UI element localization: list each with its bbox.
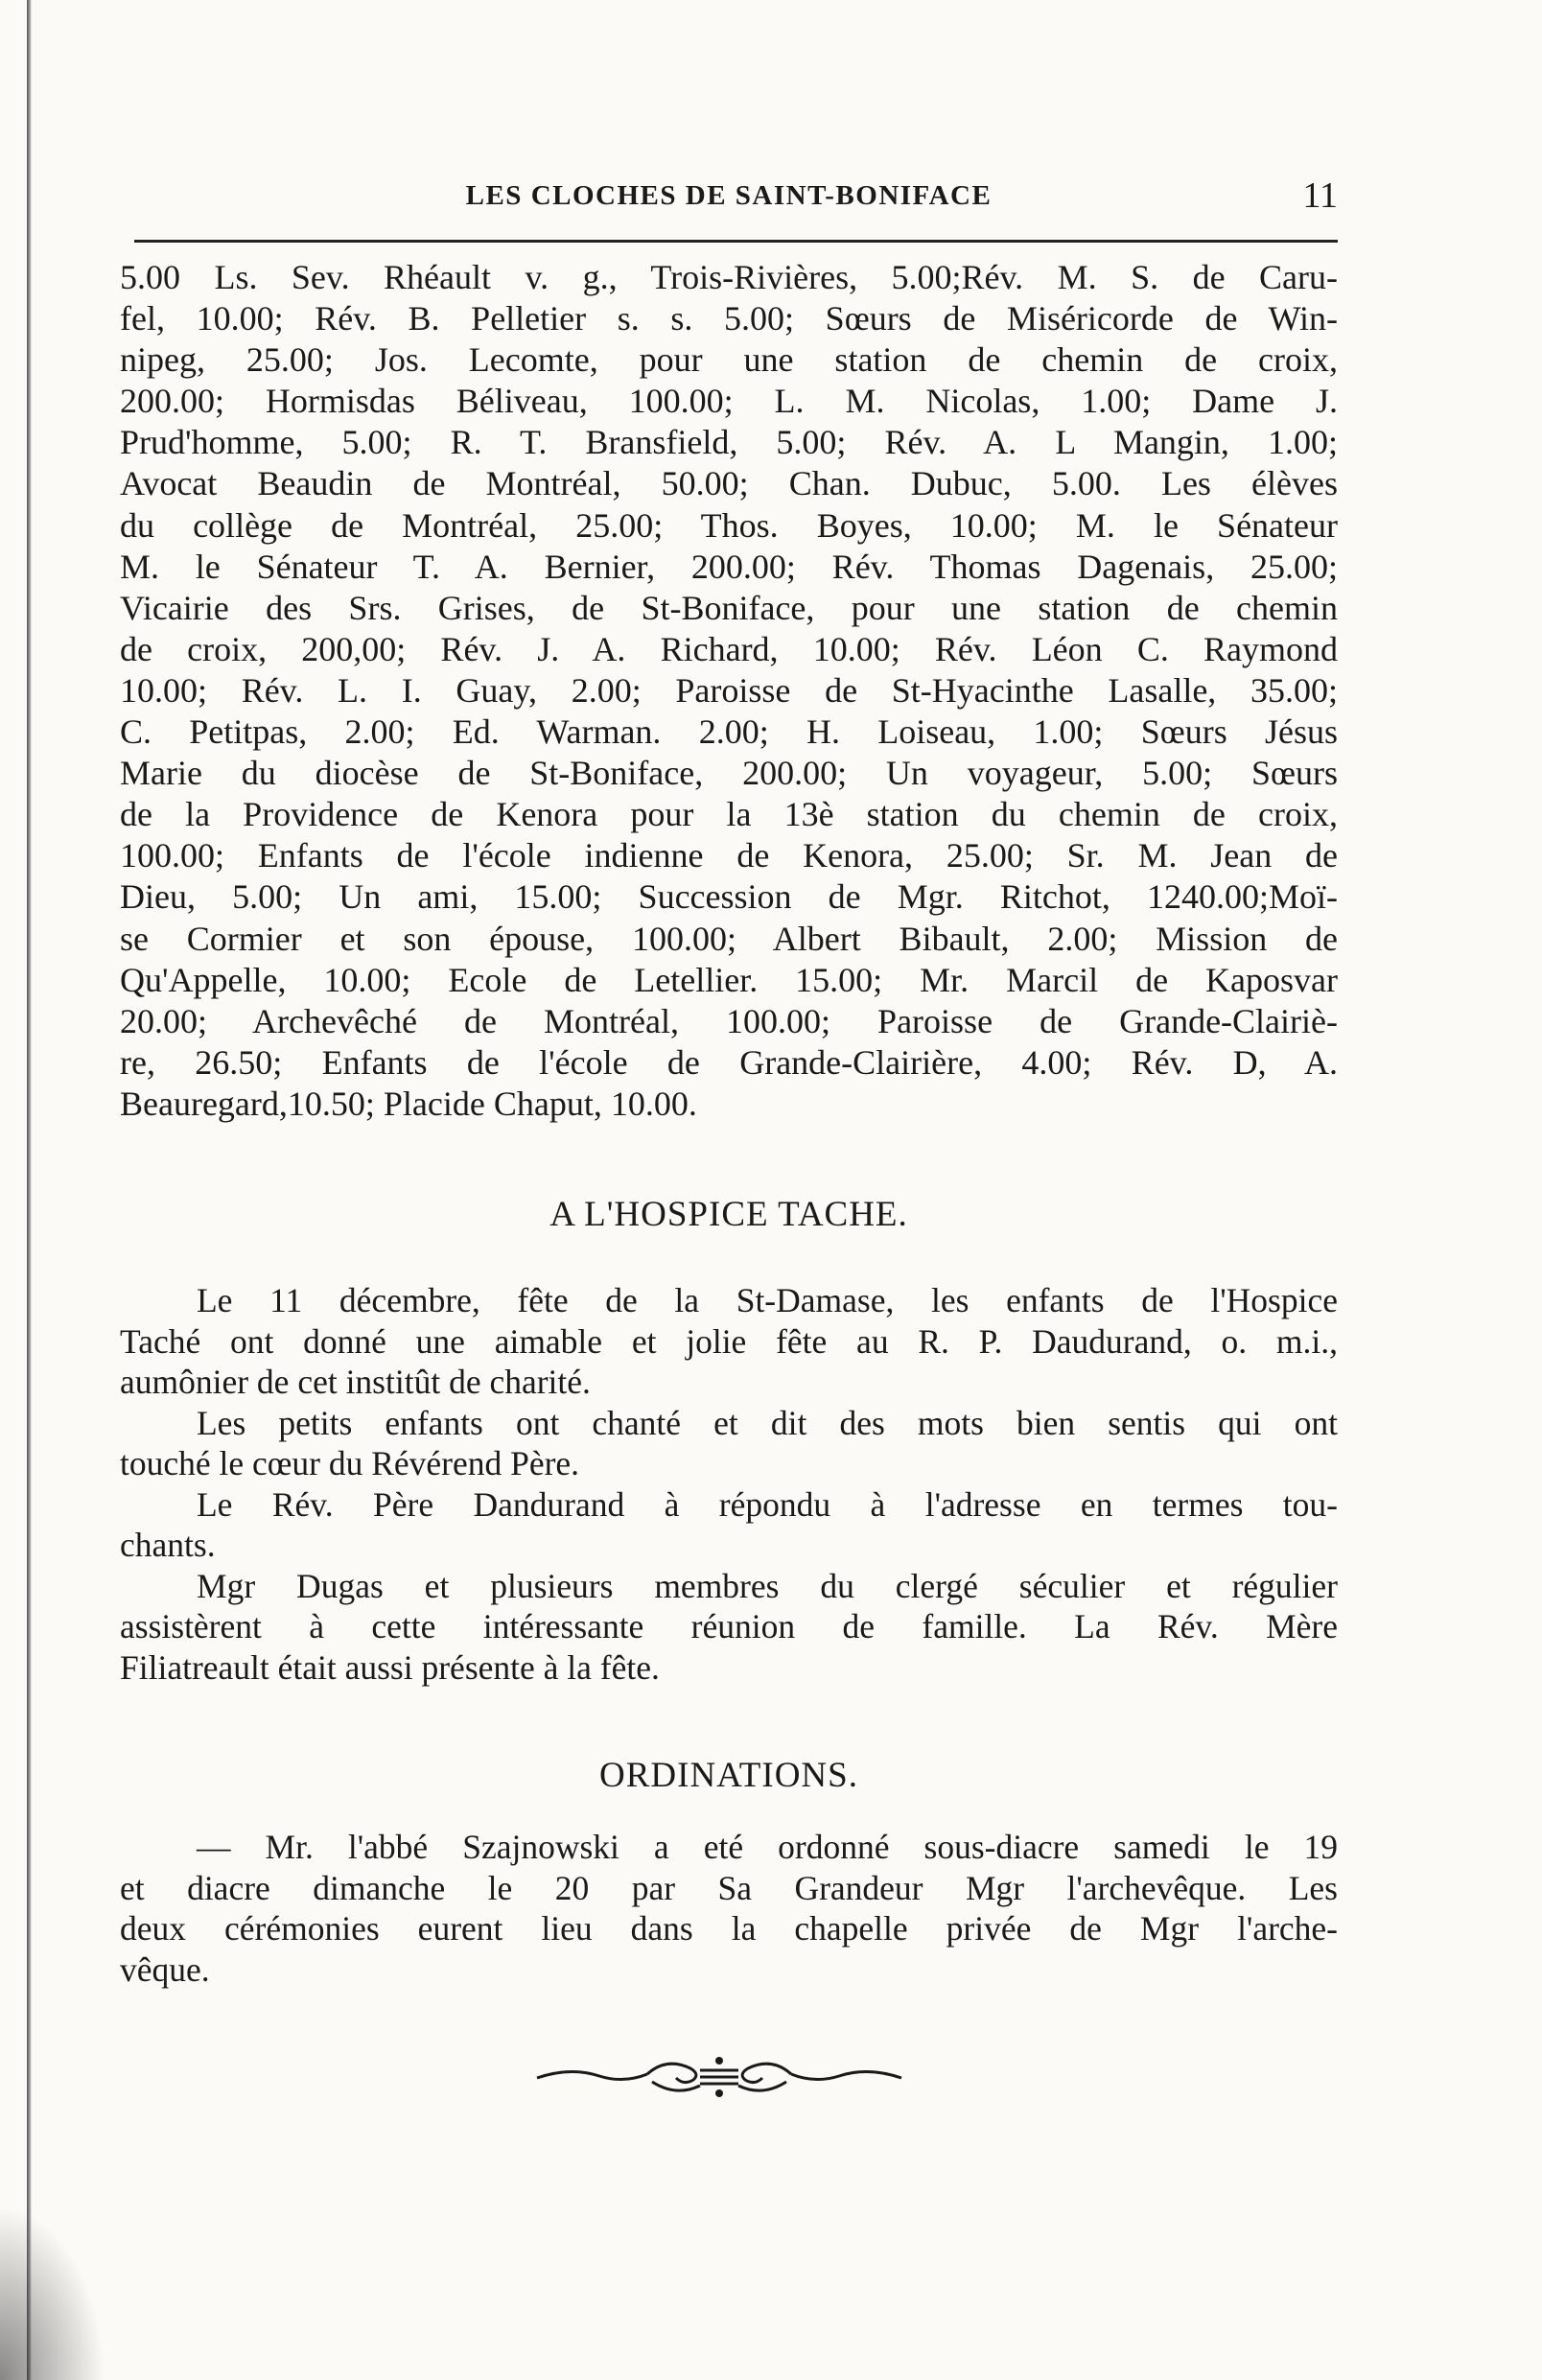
section-heading-hospice: A L'HOSPICE TACHE. <box>549 1195 908 1234</box>
article-line: assistèrent à cette intéressante réunion de famille. La Rév. Mère <box>120 1607 1338 1645</box>
donation-line: C. Petitpas, 2.00; Ed. Warman. 2.00; H. Loiseau, 1.00; Sœurs Jésus <box>120 712 1338 752</box>
donation-line: du collège de Montréal, 25.00; Thos. Boyes, 10.00; M. le Sénateur <box>120 505 1338 545</box>
article-line: Le 11 décembre, fête de la St-Damase, les enfants de l'Hospice <box>197 1281 1338 1319</box>
running-head <box>120 175 1338 222</box>
article-line: Le Rév. Père Dandurand à répondu à l'adresse en termes tou- <box>197 1484 1338 1524</box>
donation-line: Marie du diocèse de St-Boniface, 200.00; Un voyageur, 5.00; Sœurs <box>120 754 1338 793</box>
article-line: touché le cœur du Révérend Père. <box>120 1444 580 1482</box>
article-line: et diacre dimanche le 20 par Sa Grandeur Mgr l'archevêque. Les <box>120 1868 1338 1907</box>
fleuron-ornament-icon <box>532 2047 906 2105</box>
donation-line: Prud'homme, 5.00; R. T. Bransfield, 5.00; Rév. A. L Mangin, 1.00; <box>120 423 1338 462</box>
ordinations-article <box>120 1827 1338 1990</box>
donation-line: 20.00; Archevêché de Montréal, 100.00; Paroisse de Grande-Clairiè- <box>120 1001 1338 1040</box>
donation-line: nipeg, 25.00; Jos. Lecomte, pour une station de chemin de croix, <box>120 340 1338 380</box>
binding-shadow <box>0 2205 105 2380</box>
donation-line: Qu'Appelle, 10.00; Ecole de Letellier. 15.00; Mr. Marcil de Kaposvar <box>120 960 1338 999</box>
donation-line: 5.00 Ls. Sev. Rhéault v. g., Trois-Rivières, 5.00;Rév. M. S. de Caru- <box>120 258 1338 296</box>
article-line: Mgr Dugas et plusieurs membres du clergé séculier et régulier <box>197 1566 1338 1605</box>
donation-line: Beauregard,10.50; Placide Chaput, 10.00. <box>120 1084 697 1123</box>
donation-line: 100.00; Enfants de l'école indienne de Kenora, 25.00; Sr. M. Jean de <box>120 836 1338 875</box>
donation-line: fel, 10.00; Rév. B. Pelletier s. s. 5.00; Sœurs de Miséricorde de Win- <box>120 299 1338 338</box>
article-line: aumônier de cet institût de charité. <box>120 1363 591 1401</box>
section-heading-ordinations: ORDINATIONS. <box>599 1756 858 1795</box>
article-line: Taché ont donné une aimable et jolie fête au R. P. Daudurand, o. m.i., <box>120 1321 1338 1361</box>
donation-line: 200.00; Hormisdas Béliveau, 100.00; L. M. Nicolas, 1.00; Dame J. <box>120 382 1338 421</box>
page-number: 11 <box>1302 175 1338 216</box>
donation-line: M. le Sénateur T. A. Bernier, 200.00; Rév. Thomas Dagenais, 25.00; <box>120 547 1338 586</box>
article-line: Filiatreault était aussi présente à la fête. <box>120 1647 660 1687</box>
donation-line: Dieu, 5.00; Un ami, 15.00; Succession de Mgr. Ritchot, 1240.00;Moï- <box>120 877 1338 917</box>
donation-line: de croix, 200,00; Rév. J. A. Richard, 10.00; Rév. Léon C. Raymond <box>120 629 1338 668</box>
hospice-article <box>120 1280 1338 1688</box>
article-line: vêque. <box>120 1949 210 1989</box>
donation-line: re, 26.50; Enfants de l'école de Grande-Clairière, 4.00; Rév. D, A. <box>120 1042 1338 1082</box>
binding-edge <box>27 0 32 2380</box>
running-head-title: LES CLOCHES DE SAINT-BONIFACE <box>465 180 993 211</box>
donation-line: Avocat Beaudin de Montréal, 50.00; Chan. Dubuc, 5.00. Les élèves <box>120 464 1338 503</box>
header-rule <box>134 240 1338 243</box>
donation-line: de la Providence de Kenora pour la 13è station du chemin de croix, <box>120 795 1338 834</box>
article-line: — Mr. l'abbé Szajnowski a eté ordonné sous-diacre samedi le 19 <box>197 1828 1338 1866</box>
article-line: chants. <box>120 1526 216 1564</box>
article-line: deux cérémonies eurent lieu dans la chapelle privée de Mgr l'arche- <box>120 1909 1338 1948</box>
article-line: Les petits enfants ont chanté et dit des mots bien sentis qui ont <box>197 1403 1338 1442</box>
donation-line: se Cormier et son épouse, 100.00; Albert Bibault, 2.00; Mission de <box>120 919 1338 958</box>
donation-list <box>120 257 1338 1125</box>
donation-line: Vicairie des Srs. Grises, de St-Boniface, pour une station de chemin <box>120 588 1338 627</box>
donation-line: 10.00; Rév. L. I. Guay, 2.00; Paroisse de St-Hyacinthe Lasalle, 35.00; <box>120 670 1338 710</box>
